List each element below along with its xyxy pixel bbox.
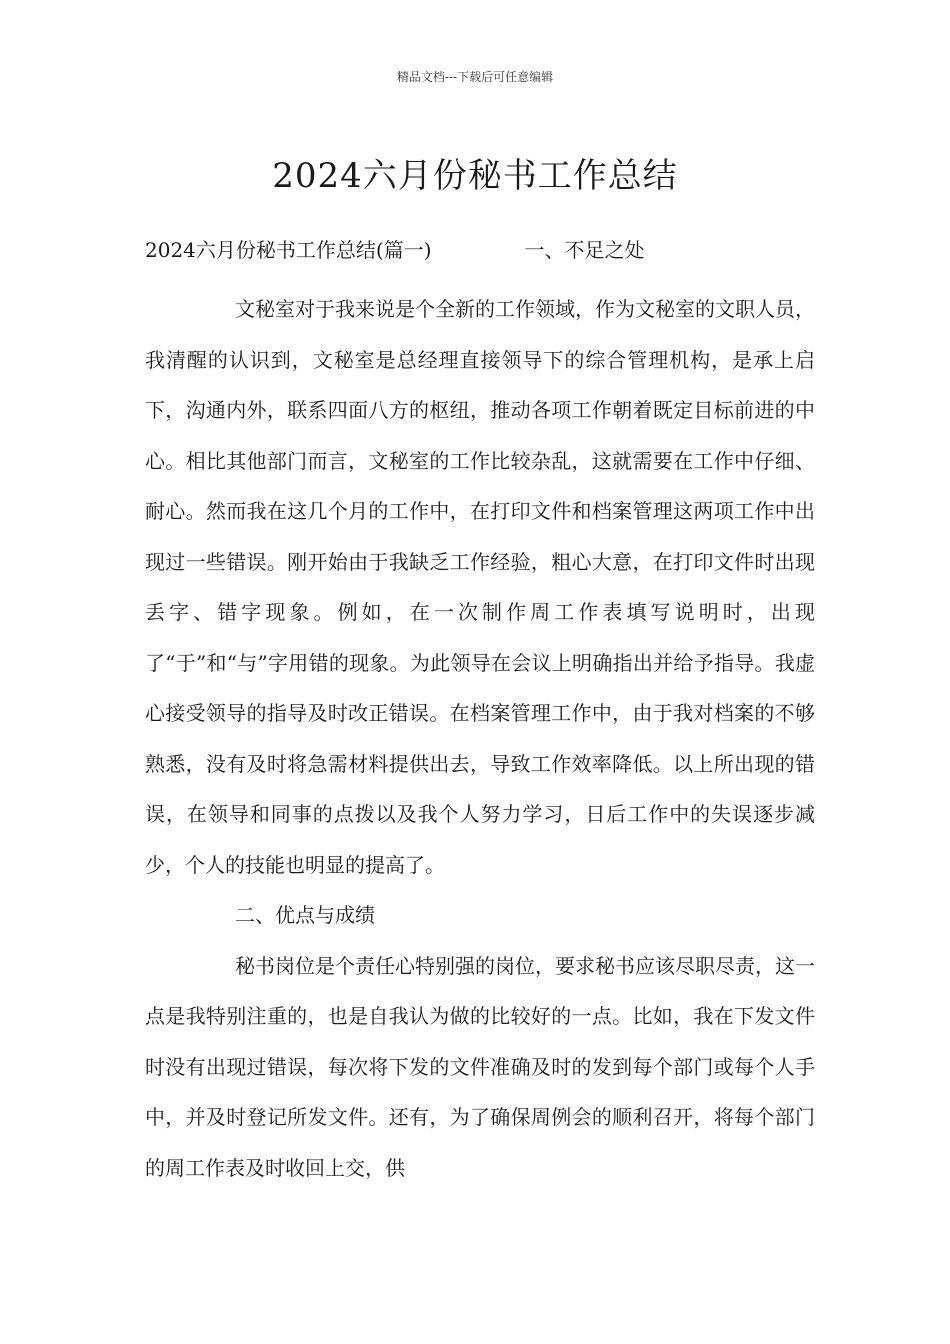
section-label: 2024六月份秘书工作总结(篇一) [145,238,432,262]
document-body [145,284,815,1193]
paragraph-2: 秘书岗位是个责任心特别强的岗位，要求秘书应该尽职尽责，这一点是我特别注重的，也是自我认为做的比较好的一点。比如，我在下发文件时没有出现过错误，每次将下发的文件准确及时的发到每个部门或每个人手中，并及时登记所发文件。还有，为了确保周例会的顺利召开，将每个部门的周工作表及时收回上交，供 [145,953,815,1180]
section-line [145,236,645,264]
section-heading-2: 二、优点与成绩 [235,903,375,927]
section-heading-1: 一、不足之处 [524,238,645,262]
header-note: 精品文档---下载后可任意编辑 [396,70,554,84]
document-title: 2024六月份秘书工作总结 [272,155,678,196]
paragraph-1: 文秘室对于我来说是个全新的工作领域，作为文秘室的文职人员，我清醒的认识到，文秘室是总经理直接领导下的综合管理机构，是承上启下，沟通内外，联系四面八方的枢纽，推动各项工作朝着既定目标前进的中心。相比其他部门而言，文秘室的工作比较杂乱，这就需要在工作中仔细、耐心。然而我在这几个月的工作中，在打印文件和档案管理这两项工作中出现过一些错误。刚开始由于我缺乏工作经验，粗心大意，在打印文件时出现丢字、错字现象。例如，在一次制作周工作表填写说明时，出现了“于”和“与”字用错的现象。为此领导在会议上明确指出并给予指导。我虚心接受领导的指导及时改正错误。在档案管理工作中，由于我对档案的不够熟悉，没有及时将急需材料提供出去，导致工作效率降低。以上所出现的错误，在领导和同事的点拨以及我个人努力学习，日后工作中的失误逐步减少，个人的技能也明显的提高了。 [145,297,815,877]
